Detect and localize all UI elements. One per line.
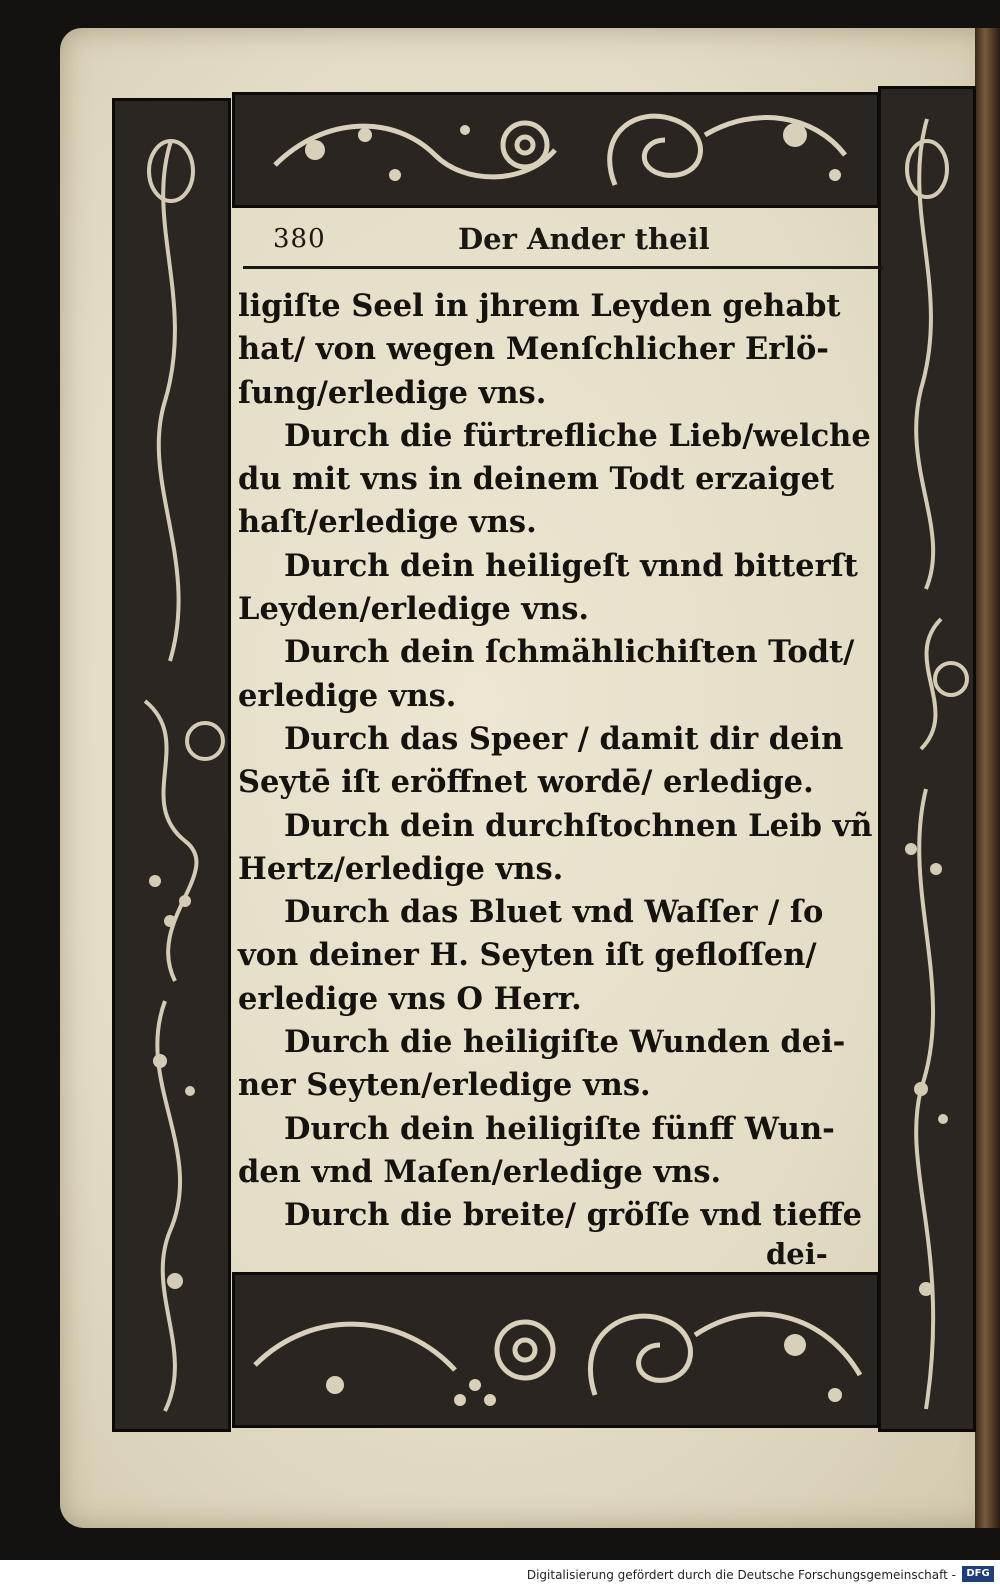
- running-head: [243, 218, 883, 269]
- text-line: Durch dein heiligeſt vnnd bitterſt: [284, 547, 858, 584]
- text-line: ner Seyten/erledige vns.: [238, 1067, 651, 1104]
- book-edge: [975, 28, 1000, 1528]
- text-line: Durch die fürtrefliche Lieb/welche: [284, 417, 871, 454]
- text-line: Durch die breite/ gröſſe vnd tieffe: [284, 1197, 862, 1234]
- text-line: Durch das Speer / damit dir dein: [284, 720, 844, 757]
- text-line: von deiner H. Seyten iſt gefloſſen/: [238, 937, 817, 974]
- text-line: Durch das Bluet vnd Waſſer / ſo: [284, 894, 824, 931]
- text-line: ſung/erledige vns.: [238, 374, 547, 411]
- text-line: haſt/erledige vns.: [238, 504, 537, 541]
- text-line: den vnd Maſen/erledige vns.: [238, 1153, 722, 1190]
- page-number: 380: [273, 224, 326, 254]
- text-line: erledige vns.: [238, 677, 457, 714]
- running-title: Der Ander theil: [458, 222, 710, 256]
- text-line: Durch dein durchſtochnen Leib vñ: [284, 807, 873, 844]
- text-line: du mit vns in deinem Todt erzaiget: [238, 461, 835, 498]
- text-line: Seytē iſt eröffnet wordē/ erledige.: [238, 764, 814, 801]
- text-line: Durch die heiligiſte Wunden dei-: [284, 1024, 846, 1061]
- funding-notice: Digitalisierung gefördert durch die Deutsche Forschungsgemeinschaft -: [526, 1568, 956, 1582]
- text-line: Durch dein ſchmählichiſten Todt/: [284, 634, 855, 671]
- text-line: erledige vns O Herr.: [238, 980, 582, 1017]
- text-line: ligiſte Seel in jhrem Leyden gehabt: [238, 288, 841, 324]
- dfg-logo: DFG: [962, 1566, 994, 1582]
- text-line: Hertz/erledige vns.: [238, 850, 564, 887]
- woodcut-border-left: [112, 98, 231, 1432]
- woodcut-border-right: [878, 86, 976, 1432]
- text-line: Leyden/erledige vns.: [238, 591, 590, 628]
- text-block: [238, 285, 890, 1238]
- woodcut-border-top: [232, 92, 880, 208]
- catchword: dei-: [766, 1237, 828, 1271]
- footer-bar: [0, 1560, 1000, 1595]
- text-line: hat/ von wegen Menſchlicher Erlö-: [238, 331, 829, 368]
- text-line: Durch dein heiligiſte fünff Wun-: [284, 1110, 835, 1147]
- woodcut-border-bottom: [232, 1272, 880, 1428]
